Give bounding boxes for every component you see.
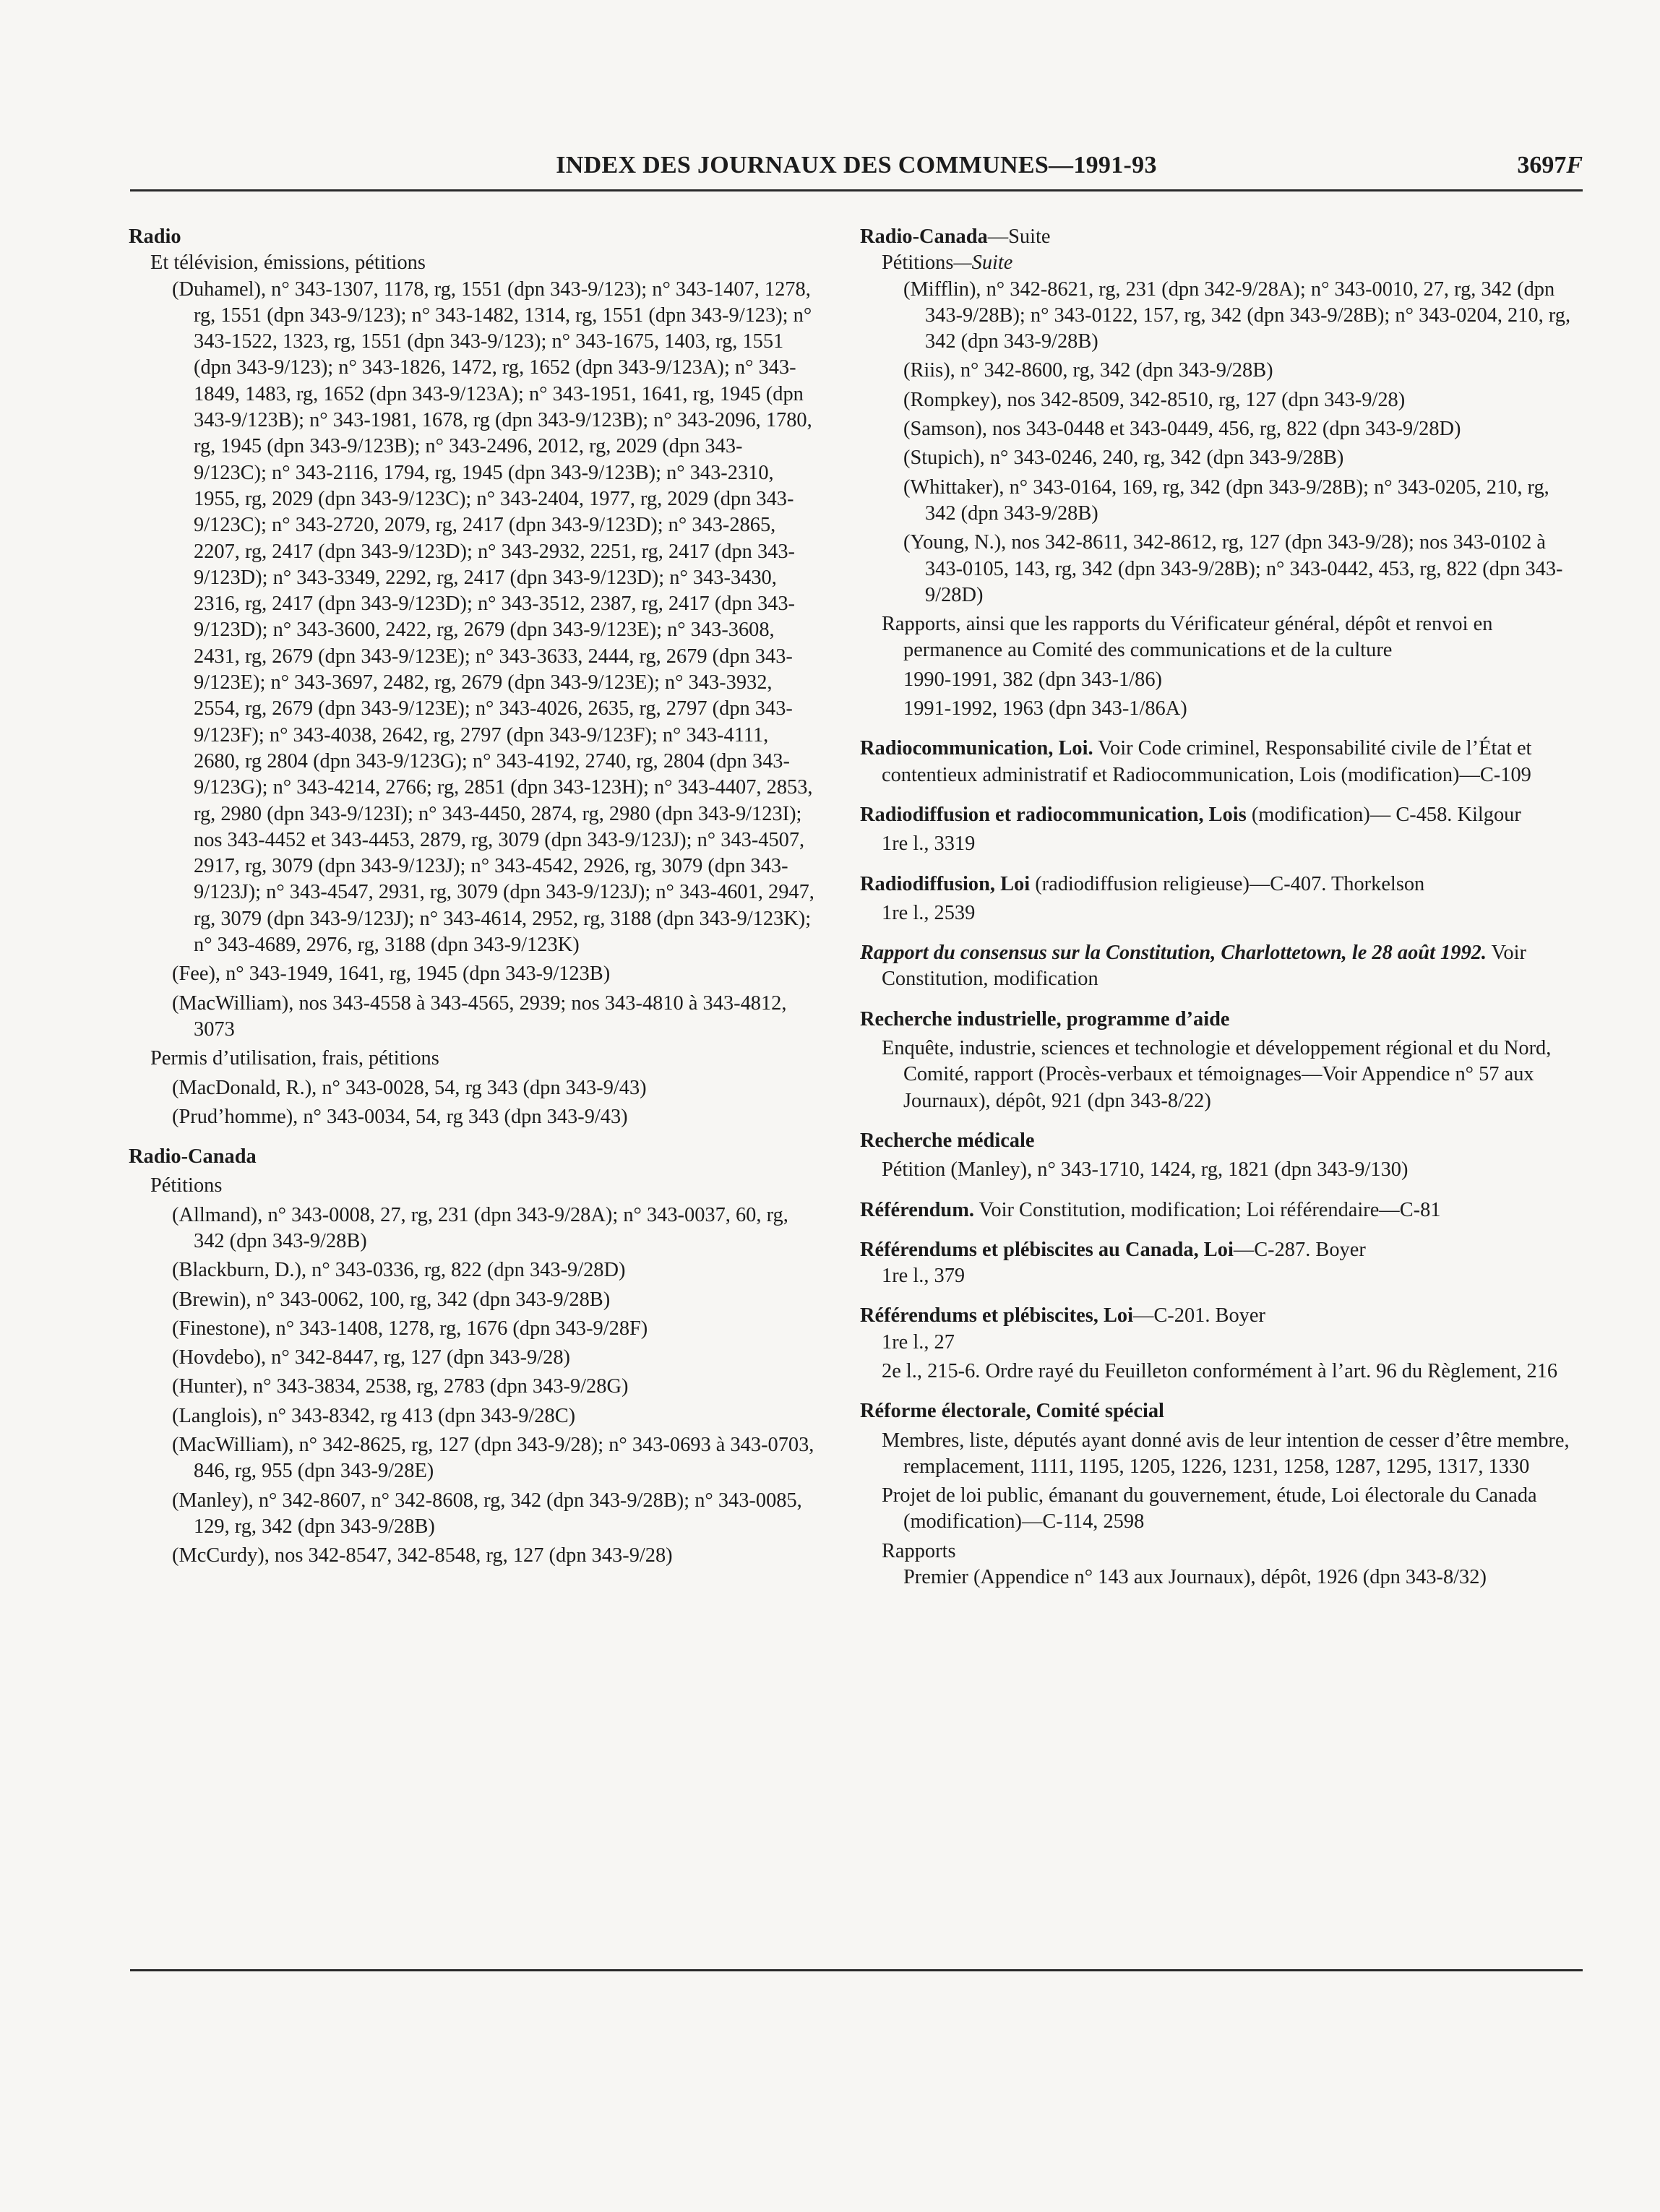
entry-reference: (radiodiffusion religieuse)—C-407. Thorkelson [1030,872,1425,895]
subentry-text: Pétitions [882,251,954,275]
entry-reference: —C-287. Boyer [1233,1238,1366,1261]
index-subentry [129,1075,815,1101]
subentry-text: Pétitions [150,1174,223,1197]
subentry-text: (MacDonald, R.), n° 343-0028, 54, rg 343 (dpn 343-9/43) [172,1076,647,1099]
index-subentry [860,1263,1583,1289]
entry-term: Recherche industrielle, programme d’aide [860,1007,1230,1030]
index-column-left [129,224,815,1570]
index-subentry [860,900,1583,926]
index-subentry [129,1257,815,1283]
subentry-text: (Rompkey), nos 342-8509, 342-8510, rg, 127 (dpn 343-9/28) [903,388,1406,411]
index-subentry [129,961,815,987]
subentry-text: Permis d’utilisation, frais, pétitions [150,1047,439,1070]
entry-term: Radiodiffusion, Loi [860,872,1031,895]
subentry-text: (Allmand), n° 343-0008, 27, rg, 231 (dpn 343-9/28A); n° 343-0037, 60, rg, 342 (dpn 343-9/28B) [172,1203,788,1252]
subentry-text: Pétition (Manley), n° 343-1710, 1424, rg, 1821 (dpn 343-9/130) [882,1158,1409,1182]
index-entry-heading [860,1303,1583,1329]
index-entry-heading [860,1007,1583,1033]
index-subentry [129,1345,815,1371]
subentry-text: 1re l., 27 [882,1330,955,1354]
index-subentry [860,831,1583,857]
entry-reference: (modification)— C-458. Kilgour [1246,803,1521,826]
index-subentry [860,1428,1583,1481]
index-subentry [860,1483,1583,1536]
subentry-text: 1991-1992, 1963 (dpn 343-1/86A) [903,697,1187,720]
footer-rule [130,1969,1583,1971]
subentry-text: Premier (Appendice n° 143 aux Journaux), dépôt, 1926 (dpn 343-8/32) [903,1566,1487,1589]
subentry-text: 1re l., 3319 [882,832,976,856]
subentry-text: Projet de loi public, émanant du gouvernement, étude, Loi électorale du Canada (modification)—C-114, 2598 [882,1484,1537,1533]
index-subentry [860,1538,1583,1565]
subentry-text: (McCurdy), nos 342-8547, 342-8548, rg, 127 (dpn 343-9/28) [172,1544,673,1567]
subentry-text: (Mifflin), n° 342-8621, rg, 231 (dpn 342-9/28A); n° 343-0010, 27, rg, 342 (dpn 343-9/28B); n° 343-0122, 157, rg, 342 (dpn 343-9/28B); n° 343-0204, 210, rg, 342 (dpn 343-9/28B) [903,277,1571,353]
index-subentry [129,1173,815,1199]
index-subentry [860,277,1583,356]
index-subentry [129,1287,815,1313]
subentry-text: 1re l., 2539 [882,901,976,924]
index-subentry [860,1565,1583,1591]
index-entry-heading [860,872,1583,898]
subentry-text: (Brewin), n° 343-0062, 100, rg, 342 (dpn 343-9/28B) [172,1288,611,1311]
subentry-text: (Riis), n° 342-8600, rg, 342 (dpn 343-9/28B) [903,359,1273,382]
index-subentry [860,611,1583,664]
entry-term: Radiocommunication, Loi. [860,737,1093,760]
subentry-text: (MacWilliam), nos 343-4558 à 343-4565, 2939; nos 343-4810 à 343-4812, 3073 [172,991,787,1041]
entry-term: Rapport du consensus sur la Constitution, Charlottetown, le 28 août 1992. [860,942,1487,965]
index-subentry [860,475,1583,528]
entry-reference: —Suite [987,225,1051,248]
subentry-text: (Prud’homme), n° 343-0034, 54, rg 343 (dpn 343-9/43) [172,1105,628,1128]
subentry-text: (Samson), nos 343-0448 et 343-0449, 456, rg, 822 (dpn 343-9/28D) [903,418,1461,441]
index-subentry [129,277,815,959]
entry-term: Référendum. [860,1198,974,1221]
index-subentry [860,416,1583,442]
index-subentry [860,445,1583,471]
entry-reference: —C-201. Boyer [1132,1304,1265,1327]
index-entry-heading [860,1237,1583,1263]
page-number: 3697F [1517,152,1583,178]
subentry-text: 1990-1991, 382 (dpn 343-1/86) [903,668,1163,691]
subentry-text: (Whittaker), n° 343-0164, 169, rg, 342 (dpn 343-9/28B); n° 343-0205, 210, rg, 342 (dpn 343-9/28B) [903,475,1549,525]
index-subentry [129,1104,815,1130]
index-subentry [860,387,1583,413]
index-subentry [129,1403,815,1429]
entry-term: Radio-Canada [129,1145,257,1169]
index-subentry [860,358,1583,384]
index-entry-heading [860,224,1583,250]
subentry-text: (Langlois), n° 343-8342, rg 413 (dpn 343-9/28C) [172,1404,576,1427]
index-entry-heading [860,1197,1583,1223]
subentry-text: (Stupich), n° 343-0246, 240, rg, 342 (dpn 343-9/28B) [903,447,1344,470]
entry-term: Radiodiffusion et radiocommunication, Lois [860,803,1247,826]
entry-term: Réforme électorale, Comité spécial [860,1400,1164,1423]
subentry-text: (Duhamel), n° 343-1307, 1178, rg, 1551 (dpn 343-9/123); n° 343-1407, 1278, rg, 1551 (dpn 343-9/123); n° 343-1482, 1314, rg, 1551 (dpn 343-9/123); n° 343-1522, 1323, rg, 1551 (dpn 343-9/123); n° 343-1675, 1403, rg, 1551 (dpn 343-9/123); n° 343-1826, 1472, rg, 1652 (dpn 343-9/123A); n° 343-1849, 1483, rg, 1652 (dpn 343-9/123A); n° 343-1951, 1641, rg, 1945 (dpn 343-9/123B); n° 343-1981, 1678, rg (dpn 343-9/123B); n° 343-2096, 1780, rg, 1945 (dpn 343-9/123B); n° 343-2496, 2012, rg, 2029 (dpn 343-9/123C); n° 343-2116, 1794, rg, 1945 (dpn 343-9/123B); n° 343-2310, 1955, rg, 2029 (dpn 343-9/123C); n° 343-2404, 1977, rg, 2029 (dpn 343-9/123C); n° 343-2720, 2079, rg, 2417 (dpn 343-9/123D); n° 343-2865, 2207, rg, 2417 (dpn 343-9/123D); n° 343-2932, 2251, rg, 2417 (dpn 343-9/123D); n° 343-3349, 2292, rg, 2417 (dpn 343-9/123D); n° 343-3430, 2316, rg, 2417 (dpn 343-9/123D); n° 343-3512, 2387, rg, 2417 (dpn 343-9/123D); n° 343-3600, 2422, rg, 2679 (dpn 343-9/123E); n° 343-3608, 2431, rg, 2679 (dpn 343-9/123E); n° 343-3633, 2444, rg, 2679 (dpn 343-9/123E); n° 343-3697, 2482, rg, 2679 (dpn 343-9/123E); n° 343-3932, 2554, rg, 2679 (dpn 343-9/123E); n° 343-4026, 2635, rg, 2797 (dpn 343-9/123F); n° 343-4038, 2642, rg, 2797 (dpn 343-9/123F); n° 343-4111, 2680, rg 2804 (dpn 343-9/123G); n° 343-4192, 2740, rg, 2804 (dpn 343-9/123G); n° 343-4214, 2766; rg, 2851 (dpn 343-123H); n° 343-4407, 2853, rg, 2980 (dpn 343-9/123I); n° 343-4450, 2874, rg, 2980 (dpn 343-9/123I); nos 343-4452 et 343-4453, 2879, rg, 3079 (dpn 343-9/123J); n° 343-4507, 2917, rg, 3079 (dpn 343-9/123J); n° 343-4542, 2926, rg, 3079 (dpn 343-9/123J); n° 343-4547, 2931, rg, 3079 (dpn 343-9/123J); n° 343-4601, 2947, rg, 3079 (dpn 343-9/123J); n° 343-4614, 2952, rg, 3188 (dpn 343-9/123K); n° 343-4689, 2976, rg, 3188 (dpn 343-9/123K) [172,277,814,957]
entry-term: Référendums et plébiscites, Loi [860,1304,1133,1327]
subentry-text: (Blackburn, D.), n° 343-0336, rg, 822 (dpn 343-9/28D) [172,1259,626,1282]
subentry-text: (Manley), n° 342-8607, n° 342-8608, rg, 342 (dpn 343-9/28B); n° 343-0085, 129, rg, 342 (dpn 343-9/28B) [172,1489,802,1538]
entry-term: Référendums et plébiscites au Canada, Loi [860,1238,1234,1261]
entry-reference: Voir Constitution, modification; Loi référendaire—C-81 [973,1198,1441,1221]
index-subentry [860,250,1583,276]
subentry-text: Et télévision, émissions, pétitions [150,251,426,275]
index-column-right [860,224,1583,1591]
page-header [130,152,1583,188]
entry-reference: Voir Code criminel, Responsabilité civile de l’État et contentieux administratif et Radiocommunication, Lois (modification)—C-109 [882,737,1532,786]
index-subentry [129,991,815,1043]
index-entry-heading [860,1398,1583,1424]
index-subentry [129,1374,815,1400]
entry-term: Radio-Canada [860,225,988,248]
entry-term: Radio [129,225,181,248]
index-entry-heading [860,802,1583,828]
running-title: INDEX DES JOURNAUX DES COMMUNES—1991-93 [556,152,1157,178]
subentry-text: Rapports [882,1539,956,1562]
index-subentry [129,1543,815,1569]
subentry-text: Rapports, ainsi que les rapports du Vérificateur général, dépôt et renvoi en permanence au Comité des communications et de la culture [882,613,1493,662]
subentry-text: Membres, liste, députés ayant donné avis de leur intention de cesser d’être membre, remplacement, 1111, 1195, 1205, 1226, 1231, 1258, 1287, 1295, 1317, 1330 [882,1429,1570,1478]
subentry-text: 1re l., 379 [882,1265,966,1288]
index-subentry [129,1316,815,1342]
subentry-text: Enquête, industrie, sciences et technologie et développement régional et du Nord, Comité, rapport (Procès-verbaux et témoignages—Voir Appendice n° 57 aux Journaux), dépôt, 921 (dpn 343-8/22) [882,1037,1552,1112]
index-subentry [860,1359,1583,1385]
index-subentry [860,696,1583,722]
index-entry-heading [860,940,1583,993]
index-subentry [860,1330,1583,1356]
index-subentry [860,1157,1583,1183]
index-subentry [860,1036,1583,1114]
index-subentry [129,1202,815,1255]
entry-term: Recherche médicale [860,1129,1035,1152]
index-entry-heading [129,1144,815,1170]
index-subentry [860,667,1583,693]
index-entry-heading [860,1128,1583,1154]
subentry-text: (MacWilliam), n° 342-8625, rg, 127 (dpn 343-9/28); n° 343-0693 à 343-0703, 846, rg, 955 (dpn 343-9/28E) [172,1434,814,1483]
index-subentry [129,1488,815,1541]
index-entry-heading [129,224,815,250]
subentry-text: (Young, N.), nos 342-8611, 342-8612, rg, 127 (dpn 343-9/28); nos 343-0102 à 343-0105, 143, rg, 342 (dpn 343-9/28B); n° 343-0442, 453, rg, 822 (dpn 343-9/28D) [903,531,1563,606]
index-subentry [129,250,815,276]
subentry-text: (Hovdebo), n° 342-8447, rg, 127 (dpn 343-9/28) [172,1346,570,1369]
entry-reference: Voir Constitution, modification [882,942,1526,991]
subentry-suffix: —Suite [953,251,1013,275]
index-subentry [129,1046,815,1072]
subentry-text: 2e l., 215-6. Ordre rayé du Feuilleton conformément à l’art. 96 du Règlement, 216 [882,1359,1558,1382]
subentry-text: (Hunter), n° 343-3834, 2538, rg, 2783 (dpn 343-9/28G) [172,1375,629,1398]
subentry-text: (Fee), n° 343-1949, 1641, rg, 1945 (dpn 343-9/123B) [172,963,611,986]
index-entry-heading [860,736,1583,788]
index-subentry [860,530,1583,608]
subentry-text: (Finestone), n° 343-1408, 1278, rg, 1676 (dpn 343-9/28F) [172,1317,648,1340]
index-subentry [129,1432,815,1485]
header-rule [130,189,1583,191]
